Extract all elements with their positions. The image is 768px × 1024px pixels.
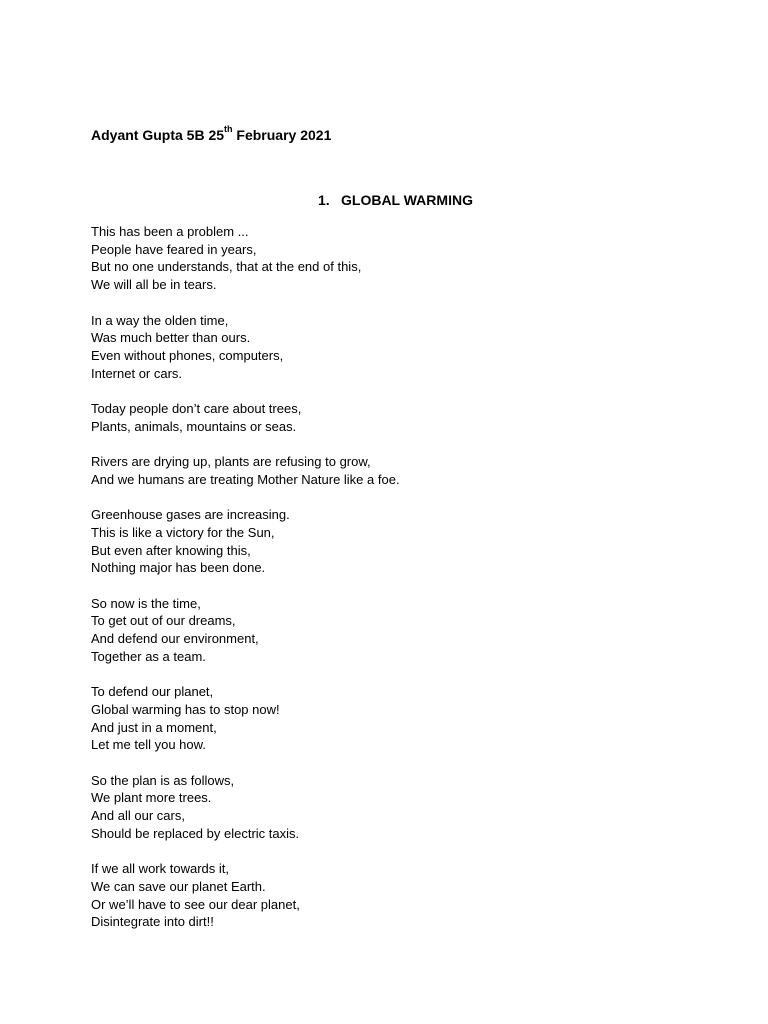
poem-line: Even without phones, computers, — [91, 347, 284, 363]
poem-line: Disintegrate into dirt!! — [91, 914, 214, 930]
poem-line: To get out of our dreams, — [91, 613, 236, 629]
poem-line: But no one understands, that at the end of this, — [91, 259, 362, 275]
poem-line: Rivers are drying up, plants are refusing to grow, — [91, 454, 371, 470]
poem-line: This is like a victory for the Sun, — [91, 524, 275, 540]
poem-body — [91, 223, 651, 949]
poem-line: Should be replaced by electric taxis. — [91, 825, 300, 841]
poem-line: We plant more trees. — [91, 790, 212, 806]
poem-line: We can save our planet Earth. — [91, 878, 266, 894]
poem-stanza — [91, 860, 651, 931]
poem-title-number: 1. — [318, 192, 330, 208]
poem-line: If we all work towards it, — [91, 861, 229, 877]
poem-line: Greenhouse gases are increasing. — [91, 507, 290, 523]
poem-line: And defend our environment, — [91, 631, 259, 647]
poem-line: Together as a team. — [91, 648, 206, 664]
poem-line: But even after knowing this, — [91, 542, 251, 558]
poem-line: To defend our planet, — [91, 684, 214, 700]
poem-line: So the plan is as follows, — [91, 772, 235, 788]
poem-line: People have feared in years, — [91, 241, 257, 257]
poem-stanza — [91, 223, 651, 294]
poem-line: And just in a moment, — [91, 719, 217, 735]
poem-line: And we humans are treating Mother Nature like a foe. — [91, 471, 400, 487]
date-ordinal-suffix: th — [224, 124, 233, 134]
poem-stanza — [91, 453, 651, 488]
poem-line: Plants, animals, mountains or seas. — [91, 418, 297, 434]
poem-stanza — [91, 312, 651, 383]
poem-stanza — [91, 506, 651, 577]
poem-line: Internet or cars. — [91, 365, 183, 381]
poem-line: And all our cars, — [91, 808, 185, 824]
poem-line: This has been a problem ... — [91, 224, 249, 239]
poem-title — [318, 192, 473, 208]
poem-line: Nothing major has been done. — [91, 560, 266, 576]
poem-stanza — [91, 400, 651, 435]
poem-title-text: GLOBAL WARMING — [341, 192, 473, 208]
poem-line: Or we’ll have to see our dear planet, — [91, 896, 300, 912]
poem-line: Let me tell you how. — [91, 737, 206, 753]
author-class-day: Adyant Gupta 5B 25 — [91, 127, 225, 143]
poem-stanza — [91, 772, 651, 843]
poem-stanza — [91, 683, 651, 754]
poem-line: We will all be in tears. — [91, 277, 217, 293]
author-date-header — [91, 124, 332, 143]
poem-line: In a way the olden time, — [91, 312, 229, 328]
date-month-year: February 2021 — [232, 127, 332, 143]
poem-line: So now is the time, — [91, 595, 201, 611]
poem-line: Was much better than ours. — [91, 330, 251, 346]
poem-stanza — [91, 595, 651, 666]
poem-line: Today people don’t care about trees, — [91, 401, 302, 416]
poem-line: Global warming has to stop now! — [91, 701, 280, 717]
